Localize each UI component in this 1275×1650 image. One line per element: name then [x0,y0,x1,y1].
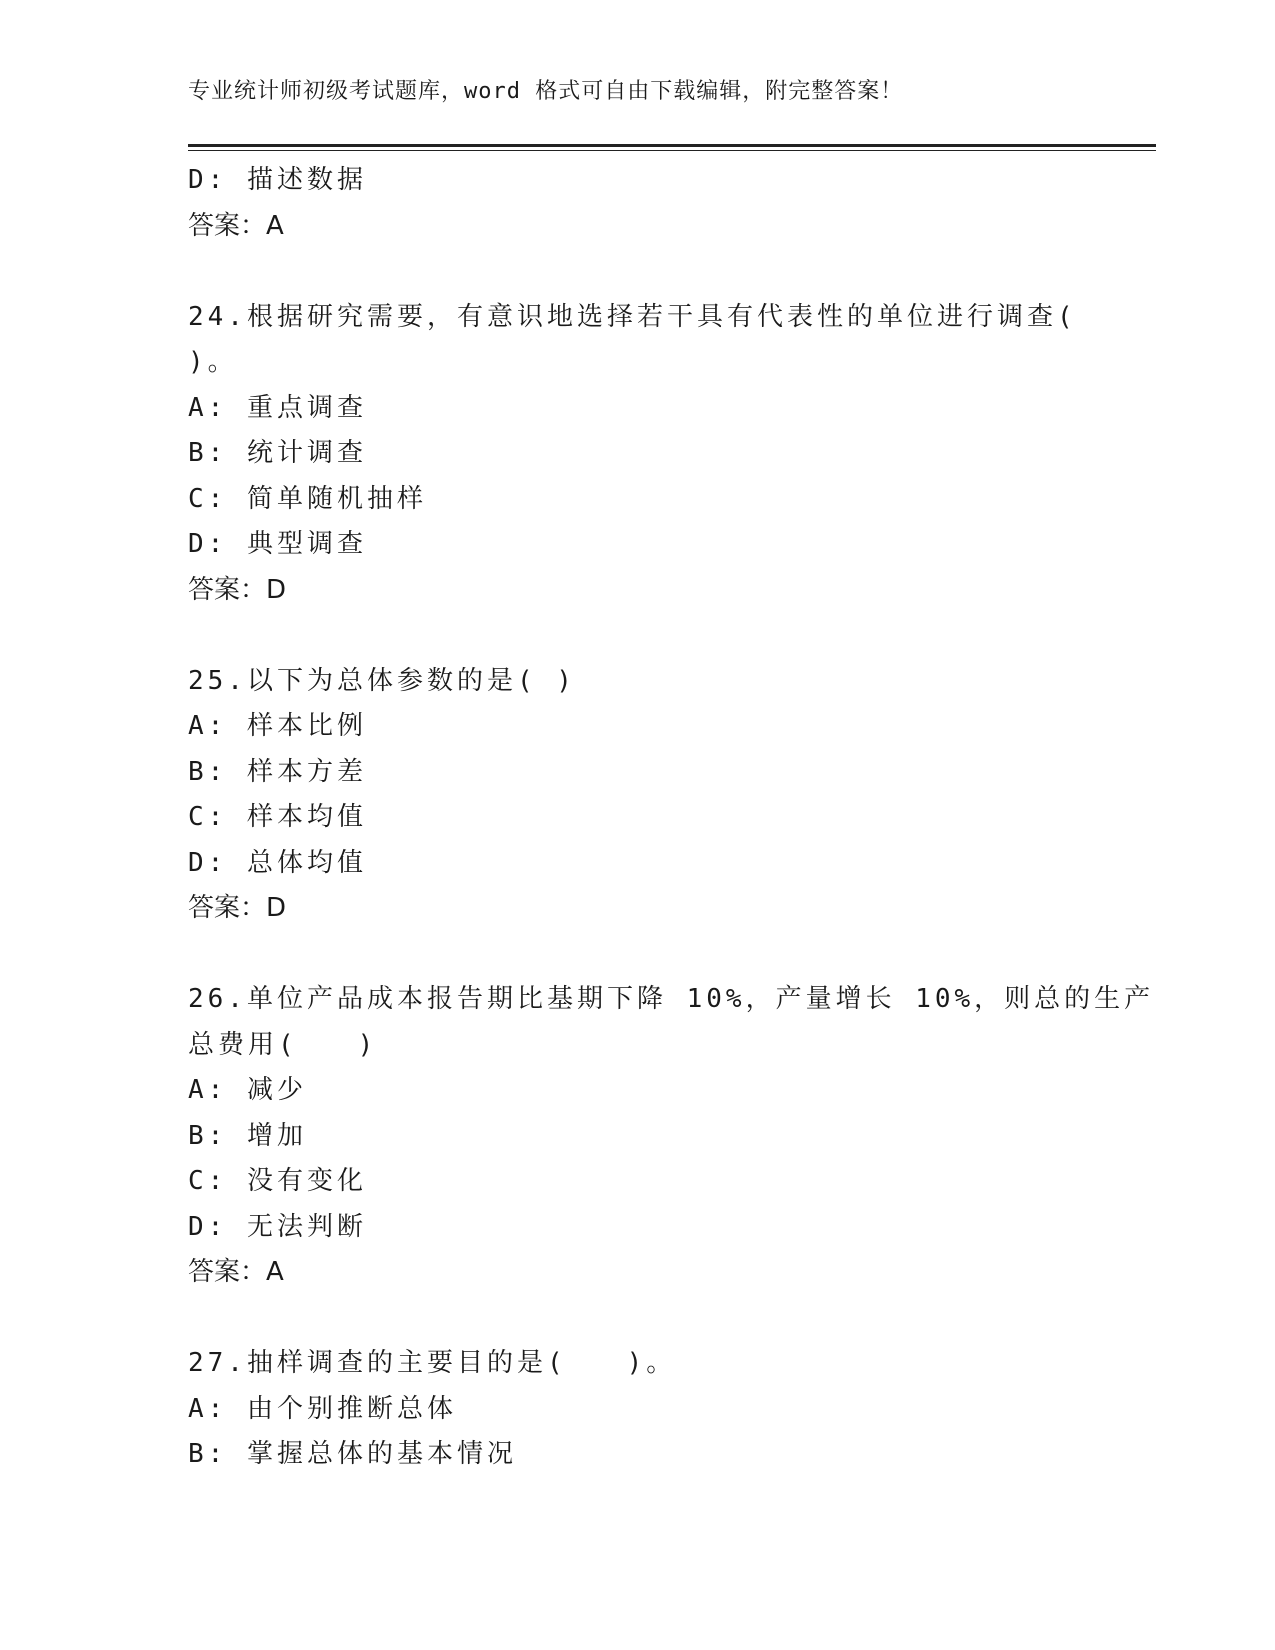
question-block [188,659,1088,932]
option-a: A: 样本比例 [188,711,367,741]
header-rule-thin [188,150,1156,151]
question-block [188,977,1155,1296]
option-d: D: 总体均值 [188,847,367,878]
option-a: A: 减少 [188,1075,307,1105]
option-c: C: 没有变化 [188,1166,367,1196]
block-gap [188,932,1088,978]
question-text: 24.根据研究需要，有意识地选择若干具有代表性的单位进行调查( [188,301,1077,332]
question-text: 27.抽样调查的主要目的是( )。 [188,1348,677,1378]
option-a: A: 由个别推断总体 [188,1393,457,1424]
option-b: B: 样本方差 [188,756,367,787]
answer-line: 答案：D [188,893,287,923]
option-d: D: 典型调查 [188,529,367,559]
header-rule-thick [188,144,1156,147]
block-gap [188,613,1088,659]
block-gap [188,249,1088,295]
option-c: C: 样本均值 [188,802,367,832]
question-block [188,295,1088,614]
question-text-cont: )。 [188,347,238,377]
option-b: B: 掌握总体的基本情况 [188,1439,517,1469]
option-b: B: 增加 [188,1120,307,1151]
block-gap [188,1296,1088,1342]
question-text: 25.以下为总体参数的是( ) [188,665,576,696]
option-b: B: 统计调查 [188,438,367,468]
answer-line: 答案：A [188,210,284,241]
option-d: D: 无法判断 [188,1211,367,1242]
answer-line: 答案：A [188,1257,284,1287]
page-header: 专业统计师初级考试题库，word 格式可自由下载编辑，附完整答案！ [188,79,904,104]
question-text-cont: 总费用( ) [188,1029,378,1060]
answer-line: 答案：D [188,574,287,605]
question-text: 26.单位产品成本报告期比基期下降 10%，产量增长 10%，则总的生产 [188,984,1155,1014]
option-a: A: 重点调查 [188,392,367,423]
question-block [188,158,1088,249]
question-list [188,158,1155,1478]
option-c: C: 简单随机抽样 [188,483,427,514]
option-line: D: 描述数据 [188,165,367,195]
question-block [188,1341,1088,1478]
